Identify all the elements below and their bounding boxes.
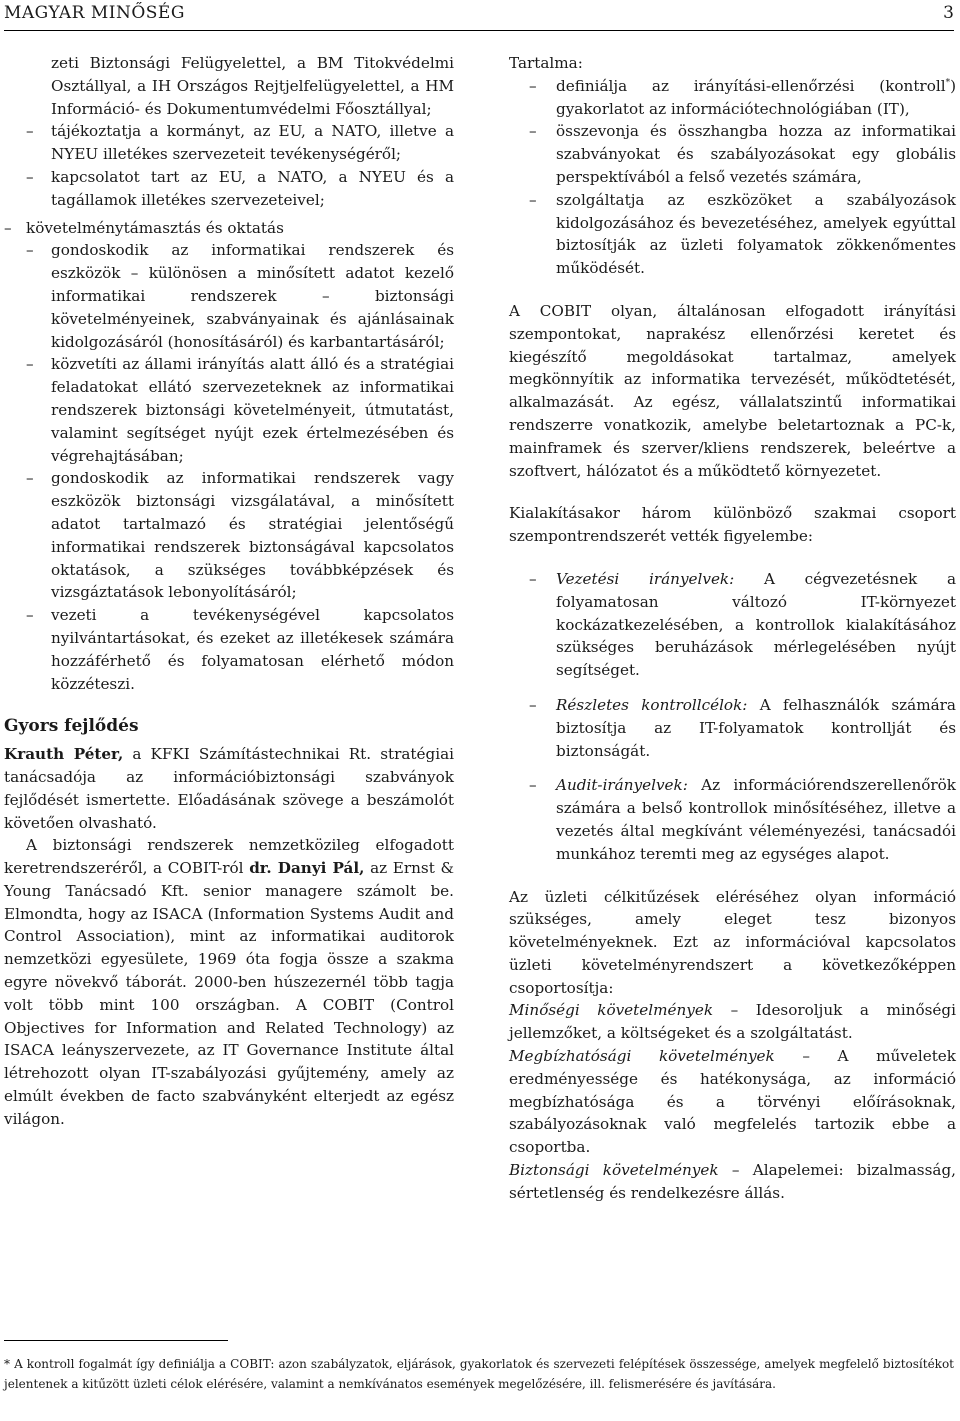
item-label: Vezetési irányelvek: <box>556 569 735 588</box>
paragraph-text: a KFKI Számítástechnikai Rt. stratégiai tanácsadója az információbiztonsági szabványok fejlődését ismertette. Előadásának szövege a beszámolót követően olvasható. <box>4 745 455 832</box>
page-number: 3 <box>943 3 954 23</box>
paragraph-cobit: A COBIT olyan, általánosan elfogadott irányítási szempontokat, naprakész ellenőrzési keretet és kiegészítő megoldásokat tartalmaz, amelyek megkönnyítik az informatika tervezését, működtetését, alkalmazását. Az egész, vállalatszintű informatikai rendszerre vonatkozik, amelybe beletartoznak a PC-k, mainframek és szerver/kliens rendszerek, beleértve a szoftvert, hálózatot és a működtető környezetet. <box>509 301 956 480</box>
paragraph-minosegi: Minőségi követelmények – Idesoroljuk a minőségi jellemzőket, a költségeket és a szolgáltatást. <box>509 1001 957 1043</box>
list-heading: Tartalma: <box>509 54 583 72</box>
list-item: – Vezetési irányelvek: A cégvezetésnek a folyamatosan változó IT-környezet kockázatkezelésében, a kontrollok kialakításához szükséges beruházások mérlegelésében nyújt segítséget. <box>509 568 956 682</box>
paragraph-text: az Ernst & Young Tanácsadó Kft. senior managere számolt be. Elmondta, hogy az ISACA (Information Systems Audit and Control Association), mint az informatikai auditorok nemzetközi egyesülete, 1969 óta fogja össze a szakma egyre növekvő táborát. 2000-ben húszezernél több tagja volt több mint 100 országban. A COBIT (Control Objectives for Information and Related Technology) az ISACA leányszervezete, az IT Governance Institute által létrehozott olyan IT-szabályozási gyűjtemény, amely az elmúlt években de facto szabványként elterjedt az egész világon. <box>4 859 454 1128</box>
paragraph-megbizhatosagi: Megbízhatósági követelmények – A műveletek eredményessége és hatékonysága, az információ megbízhatósága és a törvényi előírásoknak, szabályozásoknak való megfelelés tartozik ebbe a csoportba. <box>509 1047 956 1157</box>
list-item: – definiálja az irányítási-ellenőrzési (kontroll*) gyakorlatot az információtechnológiában (IT), <box>509 75 956 121</box>
right-column <box>509 52 956 1205</box>
speaker-name: dr. Danyi Pál, <box>249 859 365 878</box>
list-item: – tájékoztatja a kormányt, az EU, a NATO, illetve a NYEU illetékes szervezeteit tevékenységéről; <box>4 120 454 166</box>
header-rule <box>4 30 954 31</box>
page-header <box>4 0 954 32</box>
list-item: – közvetíti az állami irányítás alatt álló és a stratégiai feladatokat ellátó szervezeteknek az informatikai rendszerek biztonsági követelményeit, útmutatást, valamint segítséget nyújt ezek értelmezésében és végrehajtásában; <box>4 353 454 467</box>
list-item: – Részletes kontrollcélok: A felhasználók számára biztosítja az IT-folyamatok kontrollját és biztonságát. <box>509 694 956 762</box>
list-item: – Audit-irányelvek: Az információrendszerellenőrök számára a belső kontrollok minősítéséhez, illetve a vezetés által megkívánt véleményezési, tanácsadói munkához teremti meg az egységes alapot. <box>509 774 956 865</box>
list-item: – szolgáltatja az eszközöket a szabályozások kidolgozásához és bevezetéséhez, amelyek egyúttal biztosítják az üzleti folyamatok zökkenőmentes működését. <box>509 189 956 280</box>
item-label: Részletes kontrollcélok: <box>556 695 748 714</box>
list-item: – gondoskodik az informatikai rendszerek vagy eszközök biztonsági vizsgálatával, a minősített adatot tartalmazó és stratégiai jelentőségű informatikai rendszerek biztonságával kapcsolatos oktatások, a szükséges továbbképzések és vizsgáztatások lebonyolításáról; <box>4 467 454 604</box>
paragraph-biztonsagi: Biztonsági követelmények – Alapelemei: bizalmasság, sértetlenség és rendelkezésre állás. <box>509 1161 956 1202</box>
paragraph-uzleti: Az üzleti célkitűzések eléréséhez olyan információ szükséges, amely eleget tesz bizonyos követelményeknek. Ezt az információval kapcsolatos üzleti követelményrendszert a következőképpen csoportosítja: <box>509 887 956 997</box>
list-item: – követelménytámasztás és oktatás <box>4 217 454 240</box>
list-item: – vezeti a tevékenységével kapcsolatos nyilvántartásokat, és ezeket az illetékesek számára hozzáférhető és folyamatosan elérhető módon közzéteszi. <box>4 604 454 695</box>
paragraph-text: A biztonsági rendszerek nemzetközileg elfogadott keretrendszeréről, a COBIT-ról <box>4 836 454 878</box>
footnote: * A kontroll fogalmát így definiálja a COBIT: azon szabályzatok, eljárások, gyakorlatok és szervezeti felépítések összessége, amelyek megfelelő biztosítékot jelentenek a kitűzött üzleti célok elérésére, valamint a nemkívánatos események megelőzésére, ill. felismerésére és javítására. <box>4 1357 954 1391</box>
list-item: – kapcsolatot tart az EU, a NATO, a NYEU és a tagállamok illetékes szervezeteivel; <box>4 166 454 212</box>
term-label: Megbízhatósági követelmények <box>509 1047 775 1066</box>
term-label: Minőségi követelmények <box>509 1001 714 1020</box>
term-label: Biztonsági követelmények <box>509 1161 719 1180</box>
footnote-marker: * <box>945 77 951 88</box>
list-item: zeti Biztonsági Felügyelettel, a BM Titokvédelmi Osztállyal, a IH Országos Rejtjelfelügyelettel, a HM Információ- és Dokumentumvédelmi Főosztállyal; <box>51 54 454 118</box>
paragraph-danyi <box>4 834 454 1130</box>
section-heading: Gyors fejlődés <box>4 716 139 737</box>
item-label: Audit-irányelvek: <box>556 776 688 795</box>
paragraph-krauth <box>4 743 454 834</box>
speaker-name: Krauth Péter, <box>4 745 124 764</box>
footnote-rule <box>4 1340 228 1341</box>
journal-title: MAGYAR MINŐSÉG <box>4 3 185 23</box>
paragraph-kialakitas: Kialakításakor három különböző szakmai csoport szempontrendszerét vették figyelembe: <box>509 504 956 546</box>
list-item: – gondoskodik az informatikai rendszerek és eszközök – különösen a minősített adatot kezelő informatikai rendszerek – biztonsági követelményeinek, szabványainak és ajánlásainak kidolgozásáról (honosításáról) és karbantartásáról; <box>4 239 454 353</box>
left-column <box>4 52 454 1131</box>
list-item: – összevonja és összhangba hozza az informatikai szabványokat és szabályozásokat egy globális perspektívából a felső vezetés számára, <box>509 120 956 188</box>
